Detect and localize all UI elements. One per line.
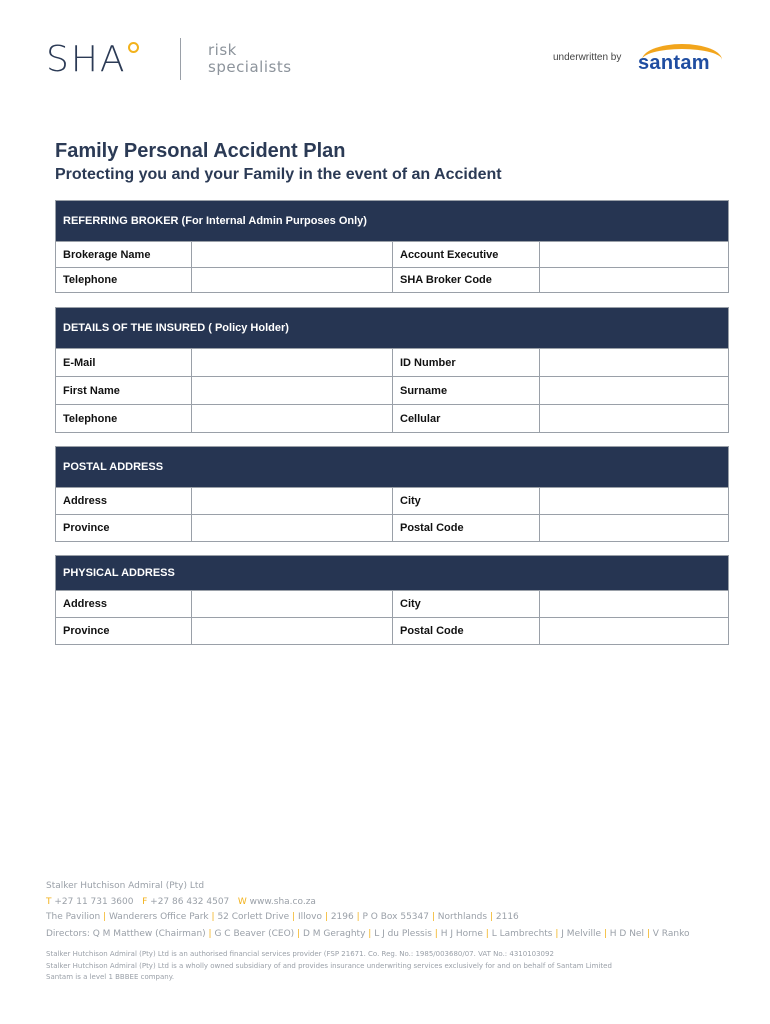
email-field[interactable] <box>192 349 393 376</box>
brokerage-name-field[interactable] <box>192 242 393 267</box>
separator: | <box>489 912 493 922</box>
footer-fax: +27 86 432 4507 <box>150 897 230 907</box>
first-name-field[interactable] <box>192 377 393 404</box>
form-row <box>56 617 728 644</box>
page-subtitle: Protecting you and your Family in the event of an Accident <box>55 166 502 183</box>
field-label: Address <box>56 591 192 617</box>
page-title: Family Personal Accident Plan <box>55 140 346 162</box>
footer-address-part: Wanderers Office Park <box>108 912 209 922</box>
field-label: ID Number <box>393 349 540 376</box>
section-heading: PHYSICAL ADDRESS <box>56 556 728 590</box>
section-heading: POSTAL ADDRESS <box>56 447 728 487</box>
physical-address-field[interactable] <box>192 591 393 617</box>
footer-director: D M Geraghty <box>302 929 366 939</box>
sha-logo <box>46 40 127 80</box>
logo-tagline-line2: specialists <box>208 58 292 76</box>
santam-logo <box>638 44 726 74</box>
footer-director: Directors: Q M Matthew (Chairman) <box>46 929 206 939</box>
separator: | <box>103 912 107 922</box>
footer-directors <box>46 929 689 939</box>
footer-director: V Ranko <box>652 929 690 939</box>
footer-address-part: Illovo <box>298 912 323 922</box>
footer-company: Stalker Hutchison Admiral (Pty) Ltd <box>46 881 205 891</box>
field-label: Address <box>56 488 192 514</box>
form-row <box>56 404 728 432</box>
underwritten-by-text: underwritten by <box>553 52 622 63</box>
footer-director: J Melville <box>561 929 601 939</box>
postal-city-field[interactable] <box>540 488 728 514</box>
field-label: SHA Broker Code <box>393 268 540 292</box>
footer-address-part: The Pavilion <box>46 912 101 922</box>
separator: | <box>292 912 296 922</box>
field-label: Province <box>56 515 192 541</box>
account-executive-field[interactable] <box>540 242 728 267</box>
santam-logo-text: santam <box>638 52 710 74</box>
postal-address-field[interactable] <box>192 488 393 514</box>
separator: | <box>208 929 212 939</box>
form-row <box>56 348 728 376</box>
referring-broker-section <box>55 200 729 293</box>
field-label: E-Mail <box>56 349 192 376</box>
field-label: Telephone <box>56 268 192 292</box>
id-number-field[interactable] <box>540 349 728 376</box>
section-heading: DETAILS OF THE INSURED ( Policy Holder) <box>56 308 728 348</box>
footer-address <box>46 912 519 922</box>
form-row <box>56 487 728 514</box>
physical-postal-code-field[interactable] <box>540 618 728 644</box>
footer-f-label: F <box>142 897 148 907</box>
field-label: Postal Code <box>393 618 540 644</box>
field-label: Brokerage Name <box>56 242 192 267</box>
form-row <box>56 514 728 541</box>
insured-details-section <box>55 307 729 433</box>
physical-province-field[interactable] <box>192 618 393 644</box>
separator: | <box>485 929 489 939</box>
sha-broker-code-field[interactable] <box>540 268 728 292</box>
logo-divider <box>180 38 181 80</box>
separator: | <box>603 929 607 939</box>
footer-fsp-line: Stalker Hutchison Admiral (Pty) Ltd is an authorised financial services provider (FSP 21671. Co. Reg. No.: 1985/003680/07. VAT No.: 4310103092 <box>46 950 554 958</box>
physical-city-field[interactable] <box>540 591 728 617</box>
logo-tagline <box>208 42 292 76</box>
logo-tagline-line1: risk <box>208 41 237 59</box>
section-heading: REFERRING BROKER (For Internal Admin Purposes Only) <box>56 201 728 241</box>
separator: | <box>646 929 650 939</box>
field-label: Surname <box>393 377 540 404</box>
sha-logo-text: SHA <box>46 39 127 80</box>
footer-address-part: 2116 <box>495 912 519 922</box>
separator: | <box>431 912 435 922</box>
cellular-field[interactable] <box>540 405 728 432</box>
field-label: Telephone <box>56 405 192 432</box>
footer-director: L J du Plessis <box>374 929 432 939</box>
physical-address-section <box>55 555 729 645</box>
sha-logo-circle-icon <box>128 42 139 53</box>
footer-contact <box>46 897 316 907</box>
postal-code-field[interactable] <box>540 515 728 541</box>
field-label: City <box>393 488 540 514</box>
footer-address-part: 52 Corlett Drive <box>217 912 290 922</box>
separator: | <box>368 929 372 939</box>
field-label: Cellular <box>393 405 540 432</box>
footer-t-label: T <box>46 897 52 907</box>
field-label: Account Executive <box>393 242 540 267</box>
separator: | <box>211 912 215 922</box>
surname-field[interactable] <box>540 377 728 404</box>
footer-director: G C Beaver (CEO) <box>214 929 295 939</box>
field-label: First Name <box>56 377 192 404</box>
field-label: Postal Code <box>393 515 540 541</box>
separator: | <box>297 929 301 939</box>
footer-address-part: 2196 <box>330 912 354 922</box>
footer-address-part: Northlands <box>437 912 488 922</box>
footer-director: H D Nel <box>609 929 644 939</box>
insured-telephone-field[interactable] <box>192 405 393 432</box>
footer-bbbee-line: Santam is a level 1 BBBEE company. <box>46 973 175 981</box>
separator: | <box>324 912 328 922</box>
footer-telephone: +27 11 731 3600 <box>54 897 134 907</box>
footer-address-part: P O Box 55347 <box>362 912 429 922</box>
form-row <box>56 241 728 267</box>
postal-province-field[interactable] <box>192 515 393 541</box>
form-row <box>56 267 728 292</box>
footer-director: L Lambrechts <box>491 929 553 939</box>
postal-address-section <box>55 446 729 542</box>
broker-telephone-field[interactable] <box>192 268 393 292</box>
footer-subsidiary-line: Stalker Hutchison Admiral (Pty) Ltd is a wholly owned subsidiary of and provides insurance underwriting services exclusively for and on behalf of Santam Limited <box>46 962 612 970</box>
field-label: City <box>393 591 540 617</box>
footer-website[interactable]: www.sha.co.za <box>249 897 316 907</box>
separator: | <box>555 929 559 939</box>
separator: | <box>356 912 360 922</box>
form-row <box>56 376 728 404</box>
form-row <box>56 590 728 617</box>
field-label: Province <box>56 618 192 644</box>
footer-director: H J Horne <box>440 929 483 939</box>
footer-w-label: W <box>237 897 247 907</box>
separator: | <box>434 929 438 939</box>
